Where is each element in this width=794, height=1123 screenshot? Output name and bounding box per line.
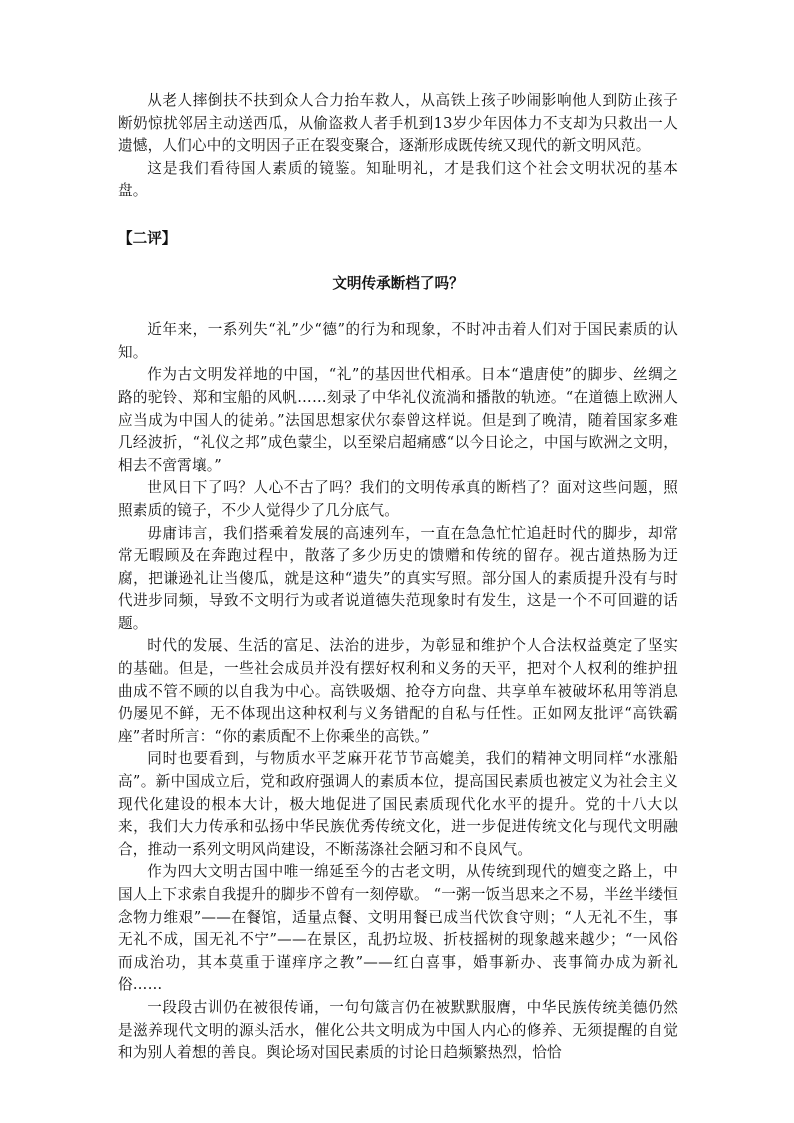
article-paragraph-7: 作为四大文明古国中唯一绵延至今的古老文明，从传统到现代的嬗变之路上，中国人上下求索自我提升的脚步不曾有一刻停歇。 “一粥一饭当思来之不易，半丝半缕恒念物力维艰”——在餐馆，适量点餐、文明用餐已成当代饮食守则；“人无礼不生，事无礼不成，国无礼不宁”——在景区，乱扔垃圾、折枝摇树的现象越来越少；“一风俗而成治功，其本莫重于谨痒序之教”——红白喜事，婚事新办、丧事简办成为新礼俗…… (118, 863, 678, 994)
article-title: 文明传承断档了吗？ (332, 274, 464, 292)
document-page (118, 90, 678, 1065)
article-paragraph-6: 同时也要看到，与物质水平芝麻开花节节高媲美，我们的精神文明同样“水涨船高”。新中国成立后，党和政府强调人的素质本位，提高国民素质也被定义为社会主义现代化建设的根本大计，极大地促进了国民素质现代化水平的提升。党的十八大以来，我们大力传承和弘扬中华民族优秀传统文化，进一步促进传统文化与现代文明融合，推动一系列文明风尚建设，不断荡涤社会陋习和不良风气。 (118, 750, 678, 858)
article-paragraph-3: 世风日下了吗？人心不古了吗？我们的文明传承真的断档了？面对这些问题，照照素质的镜子，不少人觉得少了几分底气。 (118, 479, 678, 519)
intro-paragraph-1: 从老人摔倒扶不扶到众人合力抬车救人，从高铁上孩子吵闹影响他人到防止孩子断奶惊扰邻居主动送西瓜，从偷盗救人者手机到13岁少年因体力不支却为只救出一人遗憾，人们心中的文明因子正在裂变聚合，逐渐形成既传统又现代的新文明风范。 (118, 92, 678, 155)
article-paragraph-2: 作为古文明发祥地的中国，“礼”的基因世代相承。日本“遣唐使”的脚步、丝绸之路的驼铃、郑和宝船的风帆……刻录了中华礼仪流淌和播散的轨迹。“在道德上欧洲人应当成为中国人的徒弟。”法国思想家伏尔泰曾这样说。但是到了晚清，随着国家多难几经波折，“礼仪之邦”成色蒙尘，以至梁启超痛感“以今日论之，中国与欧洲之文明，相去不啻霄壤。” (118, 366, 678, 474)
article-paragraph-1: 近年来，一系列失“礼”少“德”的行为和现象，不时冲击着人们对于国民素质的认知。 (118, 321, 678, 361)
intro-paragraph-2: 这是我们看待国人素质的镜鉴。知耻明礼，才是我们这个社会文明状况的基本盘。 (118, 159, 678, 200)
section-label: 【二评】 (118, 229, 177, 247)
article-paragraph-5: 时代的发展、生活的富足、法治的进步，为彰显和维护个人合法权益奠定了坚实的基础。但是，一些社会成员并没有摆好权利和义务的天平，把对个人权利的维护扭曲成不管不顾的以自我为中心。高铁吸烟、抢夺方向盘、共享单车被破坏私用等消息仍屡见不鲜，无不体现出这种权利与义务错配的自私与任性。正如网友批评“高铁霸座”者时所言：“你的素质配不上你乘坐的高铁。” (118, 637, 678, 745)
article-paragraph-8: 一段段古训仍在被很传诵，一句句箴言仍在被默默服膺，中华民族传统美德仍然是滋养现代文明的源头活水，催化公共文明成为中国人内心的修养、无须提醒的自觉和为别人着想的善良。舆论场对国民素质的讨论日趋频繁热烈，恰恰 (118, 998, 678, 1062)
article-paragraph-4: 毋庸讳言，我们搭乘着发展的高速列车，一直在急急忙忙追赶时代的脚步，却常常无暇顾及在奔跑过程中，散落了多少历史的馈赠和传统的留存。视古道热肠为迂腐，把谦逊礼让当傻瓜，就是这种“遗失”的真实写照。部分国人的素质提升没有与时代进步同频，导致不文明行为或者说道德失范现象时有发生，这是一个不可回避的话题。 (118, 524, 678, 632)
